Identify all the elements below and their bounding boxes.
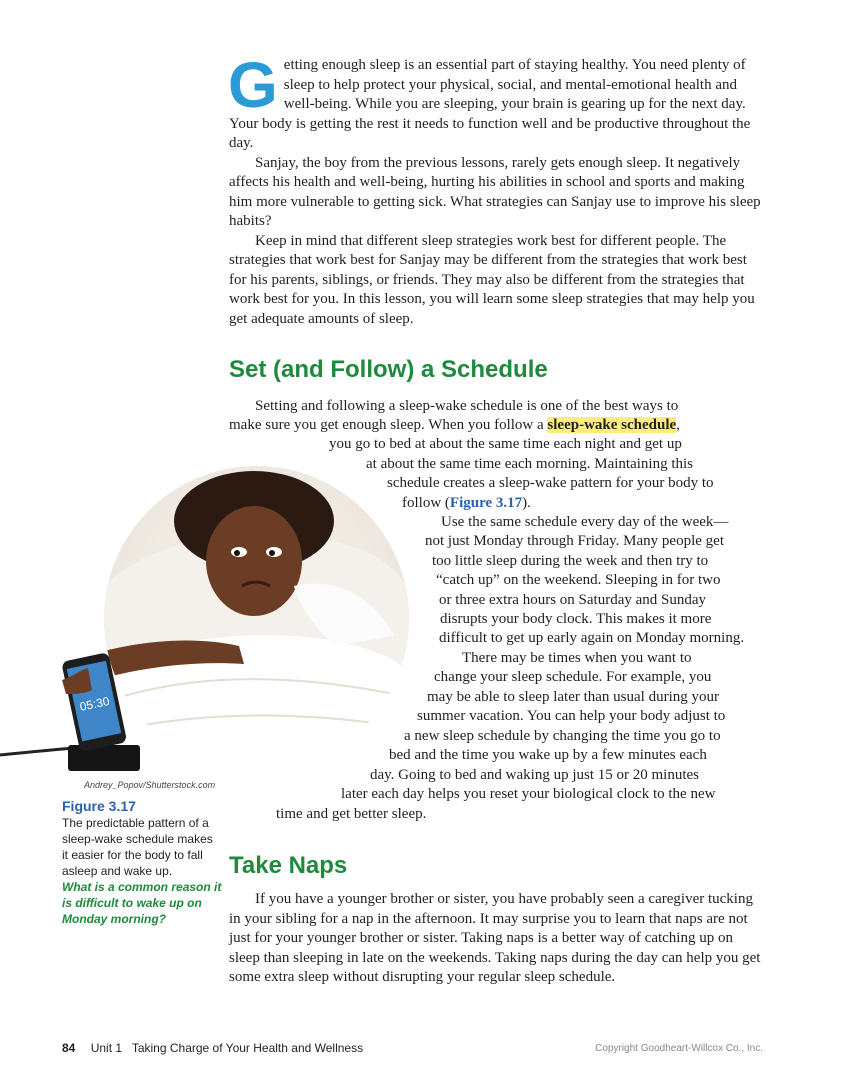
svg-text:05:30: 05:30 bbox=[78, 694, 111, 714]
text-line: make sure you get enough sleep. When you follow a sleep-wake schedule, bbox=[229, 417, 680, 433]
drop-cap: G bbox=[228, 49, 278, 121]
figure-question: What is a common reason it is difficult to wake up on Monday morning? bbox=[62, 880, 222, 926]
text-line: Use the same schedule every day of the week— bbox=[441, 514, 729, 530]
text-line: not just Monday through Friday. Many people get bbox=[425, 533, 724, 549]
text-line: day. Going to bed and waking up just 15 or 20 minutes bbox=[370, 767, 699, 783]
text-line: time and get better sleep. bbox=[276, 806, 427, 822]
figure-caption bbox=[62, 798, 222, 927]
figure-reference-link[interactable]: Figure 3.17 bbox=[449, 495, 523, 511]
text-line: later each day helps you reset your biological clock to the new bbox=[341, 786, 716, 802]
text-line: There may be times when you want to bbox=[462, 650, 692, 666]
page-number: 84 bbox=[62, 1041, 76, 1055]
unit-title: Unit 1 Taking Charge of Your Health and Wellness bbox=[90, 1041, 364, 1055]
text-line: or three extra hours on Saturday and Sunday bbox=[439, 592, 707, 608]
text-line: Setting and following a sleep-wake schedule is one of the best ways to bbox=[255, 398, 679, 414]
text-line: a new sleep schedule by changing the time you go to bbox=[404, 728, 721, 744]
text-line: summer vacation. You can help your body adjust to bbox=[417, 708, 726, 724]
photo-credit: Andrey_Popov/Shutterstock.com bbox=[84, 780, 216, 790]
intro-text bbox=[228, 49, 761, 329]
copyright-notice: Copyright Goodheart-Willcox Co., Inc. bbox=[595, 1043, 763, 1054]
text-line: bed and the time you wake up by a few minutes each bbox=[389, 747, 707, 763]
text-line: follow (Figure 3.17). bbox=[402, 495, 531, 511]
figure-title: Figure 3.17 bbox=[62, 798, 136, 814]
key-term-sleep-wake-schedule: sleep-wake schedule bbox=[547, 417, 677, 433]
smartphone-alarm-icon bbox=[0, 650, 150, 780]
intro-paragraph-1: etting enough sleep is an essential part of staying healthy. You need plenty of sleep to help protect your physical, social, and mental-emotional health and well-being. While you are sleeping, your brain is gearing up for the next day. Your body is getting the rest it needs to function well and be productive throughout the day. bbox=[229, 57, 751, 151]
text-line: difficult to get up early again on Monday morning. bbox=[439, 630, 745, 646]
text-line: “catch up” on the weekend. Sleeping in for two bbox=[436, 572, 721, 588]
naps-paragraph: If you have a younger brother or sister, you have probably seen a caregiver tucking in your sibling for a nap in the afternoon. It may surprise you to learn that naps are not just for your younger brother or sister. Taking naps is a better way of catching up on sleep than sleeping in late on the weekends. Taking naps during the day can help you get some extra sleep without disrupting your regular sleep schedule. bbox=[229, 891, 761, 985]
text-line: may be able to sleep later than usual during your bbox=[427, 689, 719, 705]
text-line: you go to bed at about the same time each night and get up bbox=[329, 436, 682, 452]
text-line: at about the same time each morning. Maintaining this bbox=[366, 456, 694, 472]
section-heading-schedule: Set (and Follow) a Schedule bbox=[229, 356, 548, 383]
intro-paragraph-2: Sanjay, the boy from the previous lessons, rarely gets enough sleep. It negatively affects his health and well-being, hurting his abilities in school and sports and making him more vulnerable to getting sick. What strategies can Sanjay use to improve his sleep habits? bbox=[229, 154, 761, 229]
text-line: disrupts your body clock. This makes it more bbox=[440, 611, 712, 627]
text-line: too little sleep during the week and then try to bbox=[432, 553, 709, 569]
text-line: schedule creates a sleep-wake pattern for your body to bbox=[387, 475, 714, 491]
figure-caption-text: The predictable pattern of a sleep-wake schedule makes it easier for the body to fall asleep and wake up. bbox=[62, 816, 213, 878]
text-line: change your sleep schedule. For example, you bbox=[434, 669, 712, 685]
section-heading-naps: Take Naps bbox=[229, 852, 348, 879]
page-footer bbox=[62, 1041, 363, 1055]
intro-paragraph-3: Keep in mind that different sleep strategies work best for different people. The strategies that work best for Sanjay may be different from the strategies that work best for his parents, siblings, or friends. They may also be different from the strategies that work best for you. In this lesson, you will learn some sleep strategies that may help you get adequate amounts of sleep. bbox=[229, 232, 755, 327]
